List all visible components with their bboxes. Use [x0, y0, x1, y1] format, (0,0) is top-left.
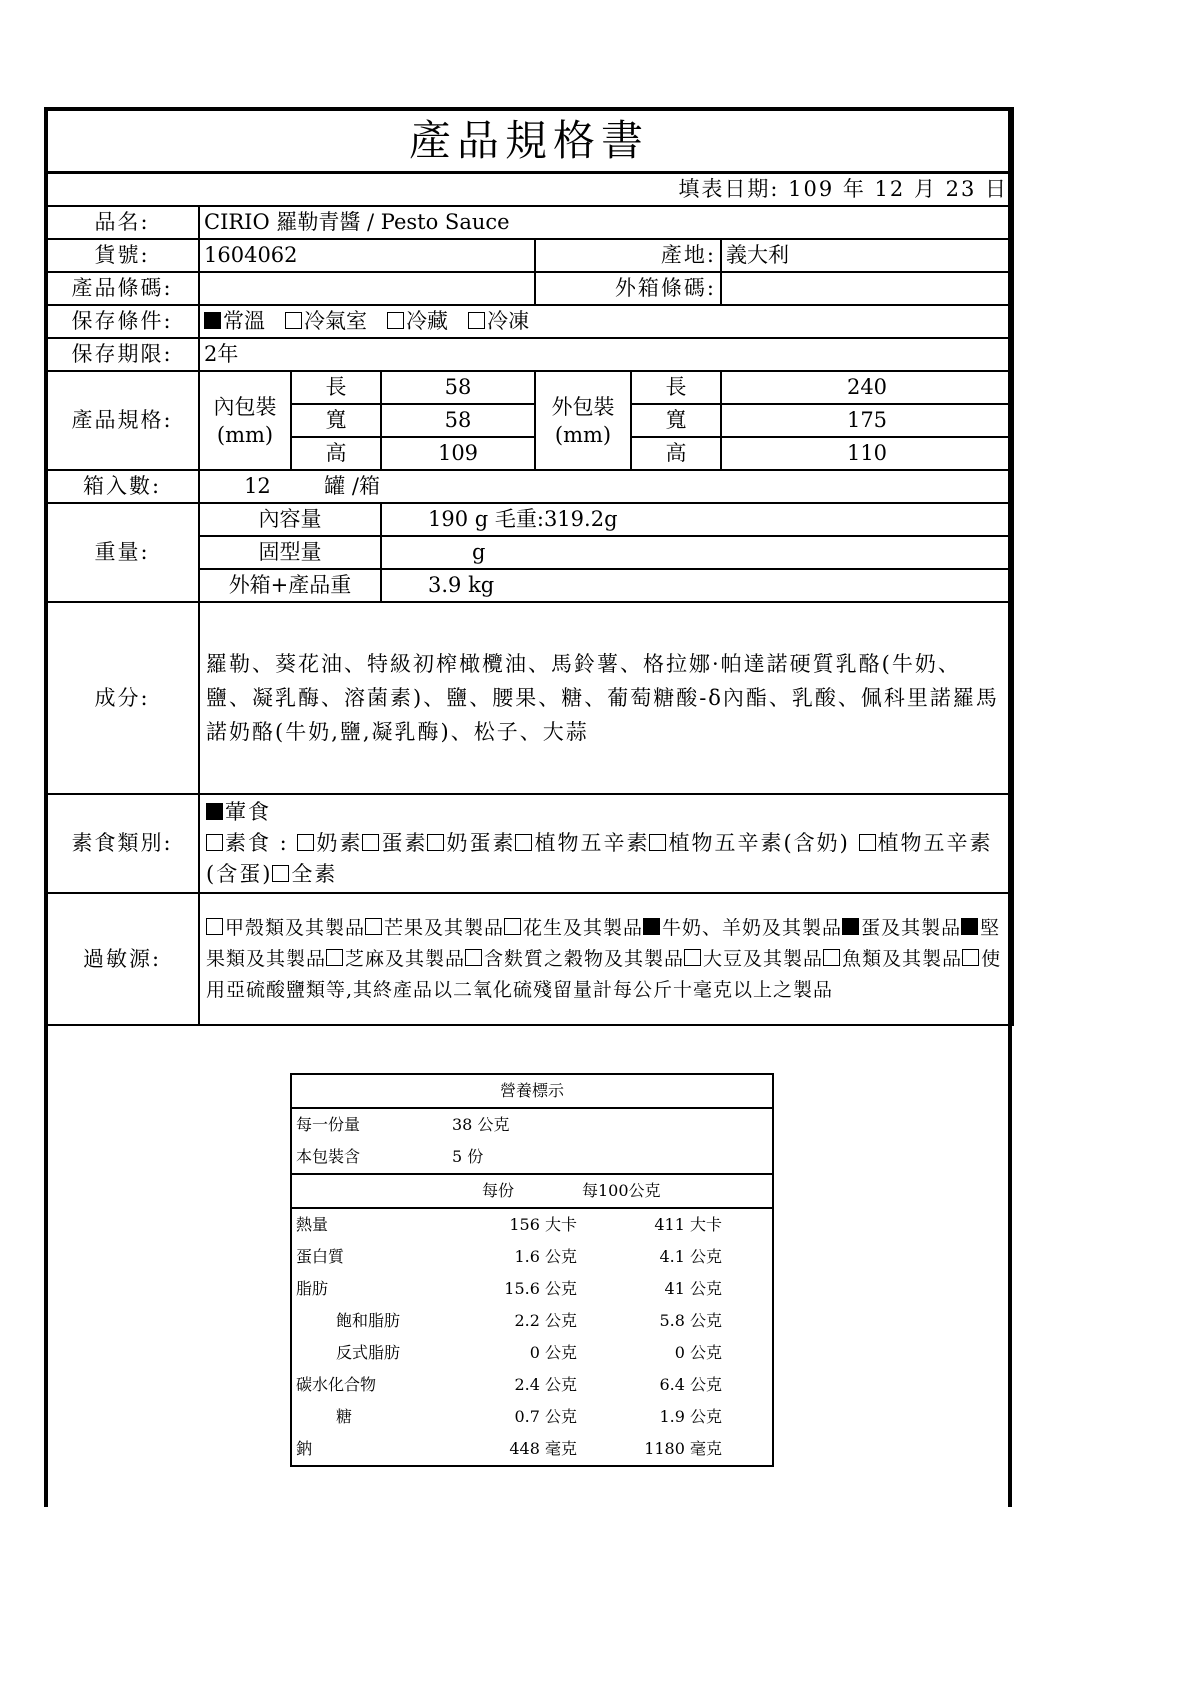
- checkbox-empty-icon: [504, 918, 521, 935]
- inner-dim-value: 58: [381, 371, 535, 404]
- nutrient-per-serving: 2.4 公克: [514, 1375, 577, 1394]
- page-title: 產品規格書: [45, 108, 1013, 173]
- nutrient-per-serving: 15.6 公克: [504, 1279, 577, 1298]
- nutrient-row: [292, 1401, 772, 1433]
- vegetarian-label: 素食類別:: [45, 794, 199, 893]
- allergens-label: 過敏源:: [45, 893, 199, 1025]
- checkbox-empty-icon: [272, 865, 289, 882]
- checkbox-empty-icon: [823, 949, 840, 966]
- allergens-list: [199, 893, 1013, 1025]
- veg-option: 植物五辛素(含蛋): [206, 831, 993, 886]
- checkbox-checked-icon: [842, 918, 859, 935]
- case-unit: 罐 /箱: [324, 474, 380, 498]
- case-value: [199, 470, 1013, 503]
- serving-value: 38 公克: [452, 1115, 510, 1134]
- ingredients-text: 羅勒、葵花油、特級初榨橄欖油、馬鈴薯、格拉娜·帕達諾硬質乳酪(牛奶、鹽、凝乳酶、溶菌素)、鹽、腰果、糖、葡萄糖酸-δ內酯、乳酸、佩科里諾羅馬諾奶酪(牛奶,鹽,凝乳酶)、松子、大蒜: [199, 602, 1013, 794]
- allergen-item: 甲殼類及其製品: [225, 916, 366, 939]
- inner-dim-value: 109: [381, 437, 535, 470]
- spec-table: [44, 107, 1014, 1026]
- solid-value: g: [381, 536, 1013, 569]
- allergen-item: 牛奶、羊奶及其製品: [662, 916, 843, 939]
- nutrient-per-100g: 1.9 公克: [659, 1407, 722, 1426]
- inner-pack: [199, 371, 291, 470]
- checkbox-empty-icon: [387, 312, 404, 329]
- nutrient-per-serving: 0.7 公克: [514, 1407, 577, 1426]
- nutrient-name: 熱量: [296, 1215, 329, 1234]
- veg-option: 植物五辛素(含奶): [668, 831, 850, 855]
- veg-meat: 葷食: [225, 800, 271, 824]
- inner-dim-label: 高: [291, 437, 381, 470]
- allergen-item: 含麩質之穀物及其製品: [484, 947, 685, 970]
- inner-pack-unit: (mm): [216, 422, 274, 447]
- checkbox-empty-icon: [465, 949, 482, 966]
- nutrient-row: [292, 1273, 772, 1305]
- checkbox-empty-icon: [206, 834, 223, 851]
- inner-dim-label: 寬: [291, 404, 381, 437]
- outer-pack-unit: (mm): [554, 422, 612, 447]
- outer-pack-label: 外包裝: [551, 394, 615, 419]
- nutrient-per-serving: 448 毫克: [509, 1439, 577, 1458]
- nutrient-per-100g: 1180 毫克: [644, 1439, 722, 1458]
- name-value: CIRIO 羅勒青醬 / Pesto Sauce: [199, 206, 1013, 239]
- case-count: 12: [244, 474, 271, 498]
- checkbox-empty-icon: [362, 834, 379, 851]
- outer-dim-value: 110: [721, 437, 1013, 470]
- nutrient-per-serving: 2.2 公克: [514, 1311, 577, 1330]
- case-weight-label: 外箱+產品重: [199, 569, 381, 602]
- nutrient-per-serving: 1.6 公克: [514, 1247, 577, 1266]
- nutrient-row: [292, 1305, 772, 1337]
- outer-barcode-value: [721, 272, 1013, 305]
- weight-label: 重量:: [45, 503, 199, 602]
- nutrient-name: 糖: [336, 1407, 353, 1426]
- solid-label: 固型量: [199, 536, 381, 569]
- inner-dim-value: 58: [381, 404, 535, 437]
- storage-label: 保存條件:: [45, 305, 199, 338]
- fill-date: 填表日期: 109 年 12 月 23 日: [45, 173, 1013, 207]
- veg-prefix: 素食 :: [225, 831, 289, 855]
- outer-pack: [535, 371, 631, 470]
- nutrient-row: [292, 1241, 772, 1273]
- nutrient-per-100g: 0 公克: [674, 1343, 722, 1362]
- nutrient-row: [292, 1433, 772, 1467]
- nutrient-per-100g: 6.4 公克: [659, 1375, 722, 1394]
- storage-options: [199, 305, 1013, 338]
- storage-option: 冷藏: [406, 309, 449, 333]
- serving-label: 每一份量: [296, 1115, 361, 1134]
- checkbox-empty-icon: [684, 949, 701, 966]
- shelf-label: 保存期限:: [45, 338, 199, 371]
- nutrient-per-100g: 411 大卡: [654, 1215, 722, 1234]
- nutrient-name: 碳水化合物: [296, 1375, 377, 1394]
- checkbox-empty-icon: [297, 834, 314, 851]
- outer-barcode-label: 外箱條碼:: [535, 272, 721, 305]
- nutrient-per-100g: 41 公克: [664, 1279, 722, 1298]
- serving-row: [292, 1109, 772, 1141]
- allergen-item: 魚類及其製品: [842, 947, 963, 970]
- checkbox-checked-icon: [206, 803, 223, 820]
- checkbox-empty-icon: [206, 918, 223, 935]
- vegetarian-options: [199, 794, 1013, 893]
- origin-label: 產地:: [535, 239, 721, 272]
- nutrient-row: [292, 1209, 772, 1241]
- nutrition-header-row: [292, 1175, 772, 1209]
- inner-pack-label: 內包裝: [213, 394, 277, 419]
- nutrient-name: 蛋白質: [296, 1247, 345, 1266]
- col-per-100g: 每100公克: [582, 1181, 661, 1200]
- origin-value: 義大利: [721, 239, 1013, 272]
- nutrient-row: [292, 1369, 772, 1401]
- checkbox-empty-icon: [962, 949, 979, 966]
- nutrient-name: 飽和脂肪: [336, 1311, 401, 1330]
- veg-option: 蛋素: [381, 831, 428, 855]
- checkbox-empty-icon: [859, 834, 876, 851]
- storage-option: 冷氣室: [304, 309, 368, 333]
- allergen-item: 大豆及其製品: [703, 947, 824, 970]
- allergen-item: 芒果及其製品: [384, 916, 505, 939]
- servings-label: 本包裝含: [296, 1147, 361, 1166]
- outer-dim-label: 長: [631, 371, 721, 404]
- nutrient-per-serving: 0 公克: [529, 1343, 577, 1362]
- outer-dim-value: 175: [721, 404, 1013, 437]
- checkbox-empty-icon: [649, 834, 666, 851]
- veg-option: 植物五辛素: [534, 831, 650, 855]
- veg-option: 全素: [291, 862, 338, 886]
- veg-option: 奶蛋素: [446, 831, 516, 855]
- checkbox-empty-icon: [515, 834, 532, 851]
- storage-option: 冷凍: [487, 309, 530, 333]
- nutrient-name: 脂肪: [296, 1279, 329, 1298]
- name-label: 品名:: [45, 206, 199, 239]
- spec-label: 產品規格:: [45, 371, 199, 470]
- allergen-item: 堅果類及其製品: [206, 916, 1001, 970]
- item-no-label: 貨號:: [45, 239, 199, 272]
- allergen-item: 蛋及其製品: [861, 916, 962, 939]
- nutrition-label: [290, 1073, 774, 1467]
- nutrient-name: 鈉: [296, 1439, 313, 1458]
- servings-value: 5 份: [452, 1147, 484, 1166]
- nutrient-name: 反式脂肪: [336, 1343, 401, 1362]
- checkbox-checked-icon: [961, 918, 978, 935]
- nutrition-title: 營養標示: [292, 1075, 772, 1109]
- checkbox-checked-icon: [643, 918, 660, 935]
- inner-dim-label: 長: [291, 371, 381, 404]
- shelf-value: 2年: [199, 338, 1013, 371]
- nutrient-per-100g: 4.1 公克: [659, 1247, 722, 1266]
- nutrient-per-100g: 5.8 公克: [659, 1311, 722, 1330]
- col-per-serving: 每份: [482, 1181, 515, 1200]
- net-label: 內容量: [199, 503, 381, 536]
- allergen-item: 芝麻及其製品: [345, 947, 466, 970]
- nutrient-per-serving: 156 大卡: [509, 1215, 577, 1234]
- checkbox-empty-icon: [365, 918, 382, 935]
- ingredients-label: 成分:: [45, 602, 199, 794]
- checkbox-empty-icon: [468, 312, 485, 329]
- allergen-item: 使用亞硫酸鹽類等,其終產品以二氧化硫殘留量計每公斤十毫克以上之製品: [206, 947, 1002, 1001]
- checkbox-empty-icon: [326, 949, 343, 966]
- checkbox-empty-icon: [427, 834, 444, 851]
- servings-row: [292, 1141, 772, 1175]
- case-label: 箱入數:: [45, 470, 199, 503]
- allergen-item: 花生及其製品: [523, 916, 644, 939]
- storage-option: 常溫: [223, 309, 265, 333]
- checkbox-empty-icon: [285, 312, 302, 329]
- outer-dim-label: 高: [631, 437, 721, 470]
- veg-option: 奶素: [316, 831, 363, 855]
- checkbox-checked-icon: [204, 312, 221, 329]
- nutrient-row: [292, 1337, 772, 1369]
- outer-dim-value: 240: [721, 371, 1013, 404]
- barcode-label: 產品條碼:: [45, 272, 199, 305]
- item-no-value: 1604062: [199, 239, 535, 272]
- net-value: 190 g 毛重:319.2g: [381, 503, 1013, 536]
- case-weight-value: 3.9 kg: [381, 569, 1013, 602]
- barcode-value: [199, 272, 535, 305]
- outer-dim-label: 寬: [631, 404, 721, 437]
